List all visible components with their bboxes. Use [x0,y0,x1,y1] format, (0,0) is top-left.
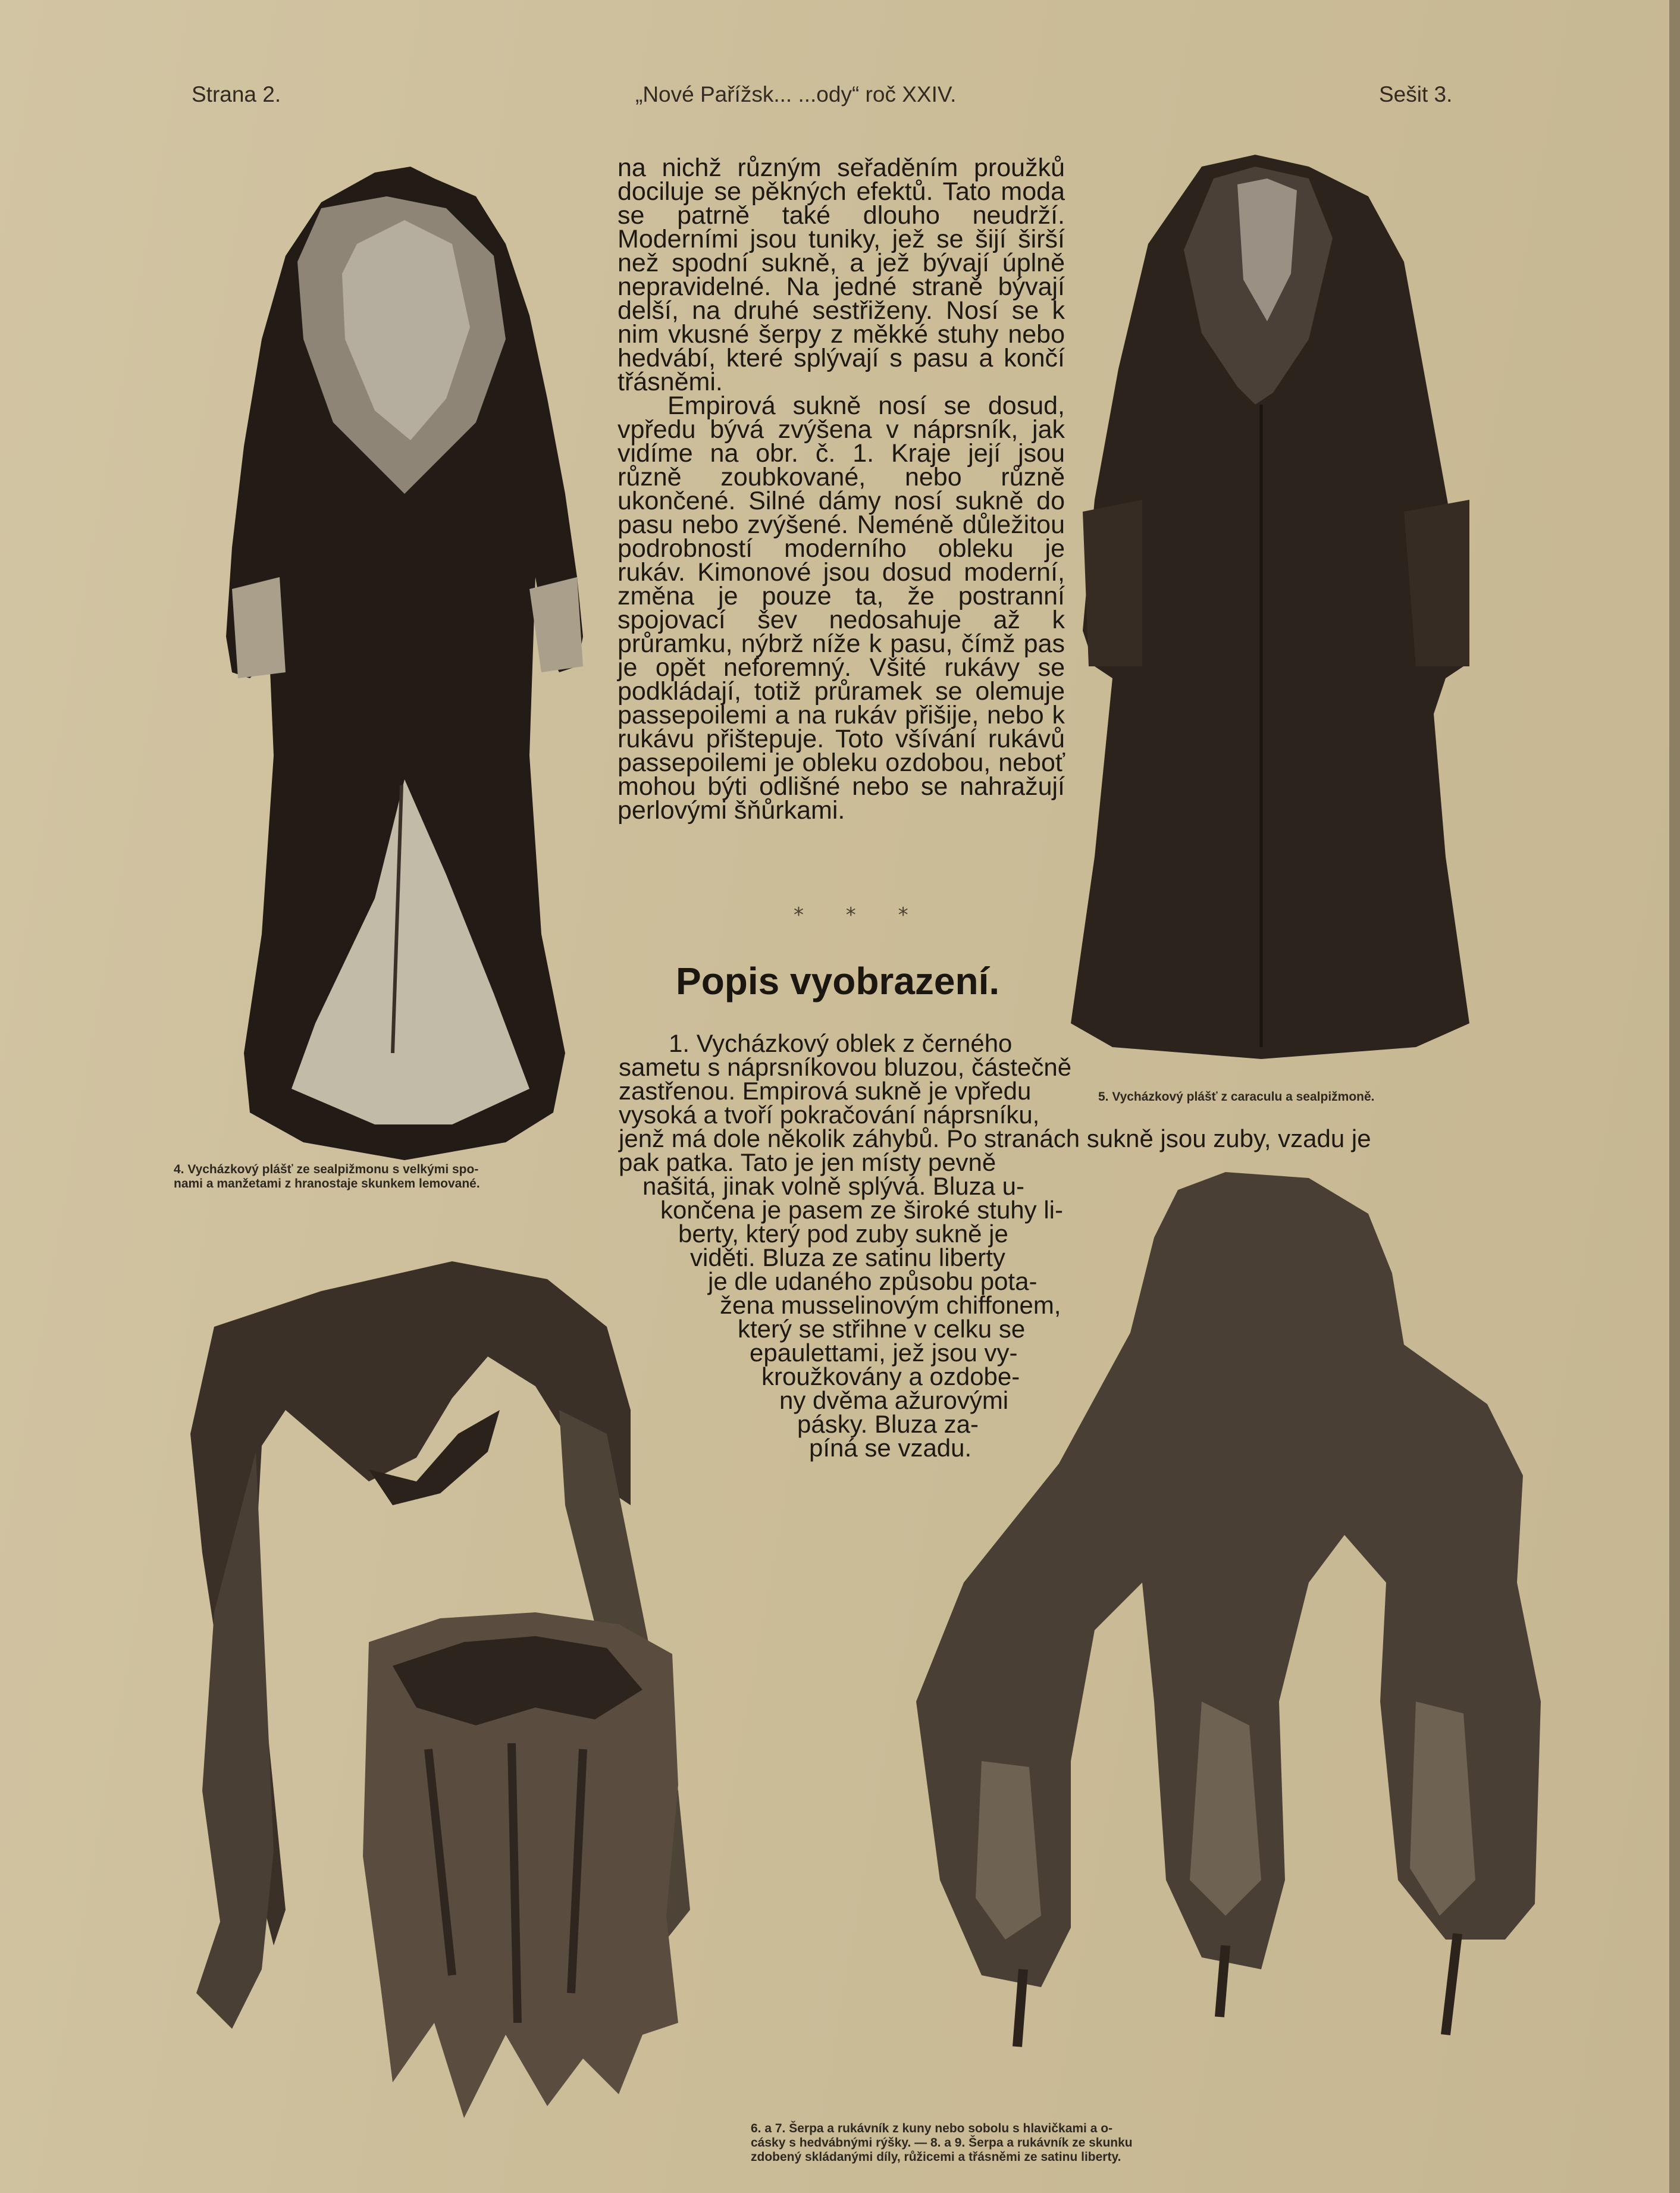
header-title: „Nové Pařížsk... ...ody“ roč XXIV. [635,82,957,106]
description-line-9: berty, který pod zuby sukně je [678,1220,1008,1248]
description-line-17: pásky. Bluza za- [797,1410,979,1438]
header-issue: Sešit 3. [1379,82,1453,106]
fig5-caption: 5. Vycházkový plášť z caraculu a sealpižmoně. [1098,1090,1375,1104]
text-column [618,153,1065,825]
fig4-coat-photo [196,161,613,1166]
fig67-caption-line-3: zdobený skládanými díly, růžicemi a třásněmi ze satinu liberty. [751,2150,1121,2164]
column-paragraph-1: na nichž různým seřaděním proužků dociluje se pěkných efektů. Tato moda se patrně také dlouho neudrží. Moderními jsou tuniky, jež se šijí širší než spodní sukně, a jež bývají úplně nepravidelné. Na jedné straně bývají delší, na druhé sestřiženy. Nosí se k nim vkusné šerpy z měkké stuhy nebo hedvábí, které splývají s pasu a končí třásněmi. [618,153,1065,396]
description-line-4: vysoká a tvoří pokračování náprsníku, [619,1101,1040,1129]
description-paragraph [619,1029,1371,1462]
section-heading: Popis vyobrazení. [676,960,1000,1002]
description-line-10: viděti. Bluza ze satinu liberty [690,1243,1005,1271]
column-paragraph-2: Empirová sukně nosí se dosud, vpředu bývá zvýšena v náprsník, jak vidíme na obr. č. 1. Kraje její jsou různě zoubkované, nebo různě ukončené. Silné dámy nosí sukně do pasu nebo zvýšené. Neméně důležitou podrobností moderního obleku je rukáv. Kimonové jsou dosud moderní, změna je pouze ta, že postranní spojovací šev nedosahuje až k průramku, nýbrž níže k pasu, čímž pas je opět neforemný. Všité rukávy se podkládají, totiž průramek se olemuje passepoilemi a na rukáv přišije, nebo k rukávu přištepuje. Toto všívání rukávů passepoilemi je obleku ozdobou, neboť mohou býti odlišné nebo se nahražují perlovými šňůrkami. [618,391,1065,825]
fig4-caption-line-2: nami a manžetami z hranostaje skunkem lemované. [174,1177,480,1191]
fur-muff-photo [357,1606,690,2118]
description-line-3: zastřenou. Empirová sukně je vpředu [619,1077,1032,1105]
description-line-2: sametu s náprsníkovou bluzou, částečně [619,1053,1072,1081]
header-page-number: Strana 2. [192,82,281,106]
description-line-7: našitá, jinak volně splývá. Bluza u- [642,1172,1024,1200]
description-line-13: který se střihne v celku se [738,1315,1026,1343]
description-line-12: žena musselinovým chiffonem, [720,1291,1061,1319]
description-line-11: je dle udaného způsobu pota- [708,1267,1038,1295]
fig67-caption [751,2122,1298,2164]
description-line-15: kroužkovány a ozdobe- [761,1362,1020,1390]
description-line-14: epaulettami, jež jsou vy- [750,1339,1018,1367]
fig67-caption-line-1: 6. a 7. Šerpa a rukávník z kuny nebo sobolu s hlavičkami a o- [751,2122,1113,2135]
fig67-caption-line-2: cásky s hedvábnými rýšky. — 8. a 9. Šerpa a rukávník ze skunku [751,2136,1133,2150]
fig5-coat-photo [1059,143,1481,1059]
section-divider-stars: * * * [794,903,926,927]
description-line-6: pak patka. Tato je jen místy pevně [619,1148,996,1176]
description-line-5: jenž má dole několik záhybů. Po stranách sukně jsou zuby, vzadu je [619,1124,1371,1152]
page-edge [1669,0,1680,2193]
fig4-caption [174,1163,602,1191]
description-line-1: 1. Vycházkový oblek z černého [669,1029,1013,1057]
description-line-16: ny dvěma ažurovými [779,1386,1009,1414]
description-line-8: končena je pasem ze široké stuhy li- [660,1196,1063,1224]
fig4-caption-line-1: 4. Vycházkový plášť ze sealpižmonu s velkými spo- [174,1163,479,1176]
description-line-18: píná se vzadu. [809,1434,972,1462]
